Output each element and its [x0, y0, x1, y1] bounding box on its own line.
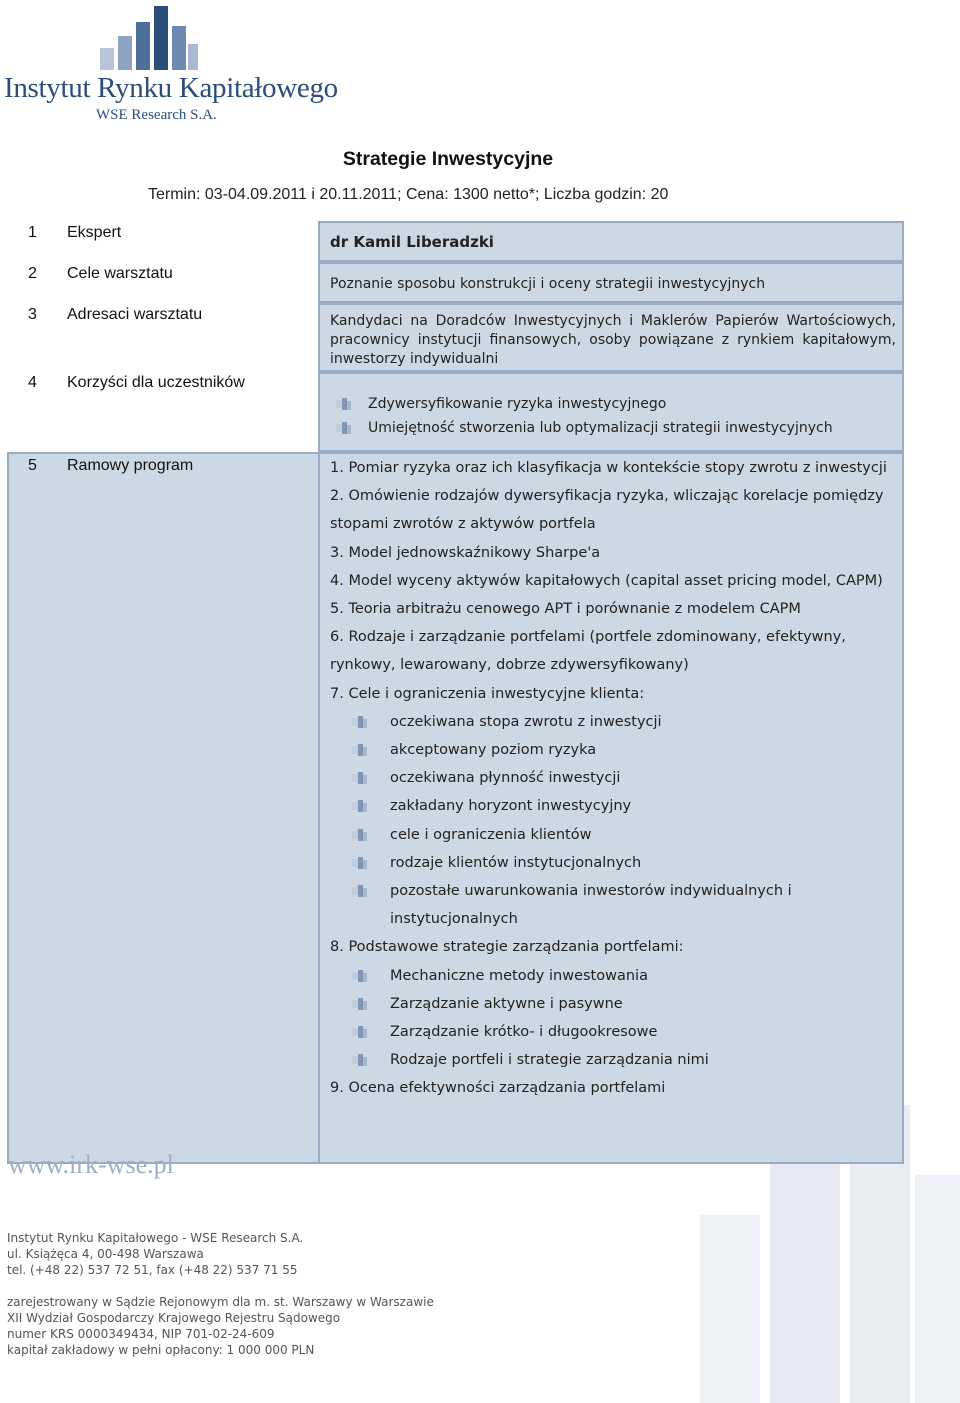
row-label-goals: 2 Cele warsztatu [28, 265, 173, 282]
footer-line: XII Wydział Gospodarczy Krajowego Rejestru Sądowego [7, 1311, 341, 1325]
list-item: oczekiwana stopa zwrotu z inwestycji [330, 708, 900, 736]
program-item-6: 6. Rodzaje i zarządzanie portfelami (portfele zdominowany, efektywny, rynkowy, lewarowany, dobrze zdywersyfikowany) [330, 629, 846, 674]
list-item: akceptowany poziom ryzyka [330, 736, 900, 764]
bullet-icon [352, 771, 368, 785]
list-item: Zdywersyfikowanie ryzyka inwestycyjnego [336, 392, 833, 416]
list-item: Mechaniczne metody inwestowania [330, 962, 900, 990]
footer-line: zarejestrowany w Sądzie Rejonowym dla m. st. Warszawy w Warszawie [7, 1295, 434, 1309]
program-cell [318, 452, 904, 1164]
audience-cell [318, 303, 904, 372]
program-item-7-sublist [330, 708, 900, 934]
program-item-8: 8. Podstawowe strategie zarządzania portfelami: [330, 939, 684, 956]
logo-subtitle: WSE Research S.A. [96, 107, 217, 123]
program-item-2: 2. Omówienie rodzajów dywersyfikacja ryzyka, wliczając korelacje pomiędzy stopami zwrotów z aktywów portfela [330, 488, 884, 533]
goals-cell [318, 262, 904, 303]
bullet-icon [352, 799, 368, 813]
list-item: Rodzaje portfeli i strategie zarządzania nimi [330, 1046, 900, 1074]
building-logo-icon [100, 4, 200, 70]
bullet-icon [352, 856, 368, 870]
list-item: oczekiwana płynność inwestycji [330, 764, 900, 792]
program-list [330, 454, 900, 1103]
program-item-1: 1. Pomiar ryzyka oraz ich klasyfikacja w kontekście stopy zwrotu z inwestycji [330, 460, 887, 476]
bullet-icon [352, 1025, 368, 1039]
benefits-list [336, 392, 833, 440]
footer-line: kapitał zakładowy w pełni opłacony: 1 000 000 PLN [7, 1343, 315, 1357]
expert-cell [318, 221, 904, 262]
program-item-7: 7. Cele i ograniczenia inwestycyjne klienta: [330, 685, 645, 702]
bullet-icon [336, 421, 352, 435]
bullet-icon [352, 969, 368, 983]
row-label-expert: 1 Ekspert [28, 224, 122, 241]
footer-line: Instytut Rynku Kapitałowego - WSE Research S.A. [7, 1231, 304, 1245]
list-item: Umiejętność stworzenia lub optymalizacji strategii inwestycyjnych [336, 416, 833, 440]
page-title: Strategie Inwestycyjne [342, 148, 554, 170]
program-label-cell [7, 452, 318, 1164]
row-label-audience: 3 Adresaci warsztatu [28, 306, 203, 323]
list-item: pozostałe uwarunkowania inwestorów indywidualnych i instytucjonalnych [330, 877, 900, 933]
program-item-5: 5. Teoria arbitrażu cenowego APT i porównanie z modelem CAPM [330, 601, 801, 618]
footer-line: numer KRS 0000349434, NIP 701-02-24-609 [7, 1327, 275, 1341]
logo-name: Instytut Rynku Kapitałowego [4, 72, 338, 104]
footer-line: ul. Książęca 4, 00-498 Warszawa [7, 1247, 204, 1261]
footer-line: tel. (+48 22) 537 72 51, fax (+48 22) 537 71 55 [7, 1263, 298, 1277]
audience-text: Kandydaci na Doradców Inwestycyjnych i Maklerów Papierów Wartościowych, pracownicy instytucji finansowych, osoby powiązane z rynkiem kapitałowym, inwestorzy indywidualni [330, 313, 896, 367]
row-label-benefits: 4 Korzyści dla uczestników [28, 374, 245, 391]
website-watermark: www.irk-wse.pl [8, 1150, 174, 1179]
bullet-icon [352, 828, 368, 842]
bullet-icon [352, 997, 368, 1011]
course-details: Termin: 03-04.09.2011 i 20.11.2011; Cena: 1300 netto*; Liczba godzin: 20 [148, 186, 669, 203]
program-item-4: 4. Model wyceny aktywów kapitałowych (capital asset pricing model, CAPM) [330, 572, 883, 589]
company-logo [0, 0, 338, 130]
row-label-program: 5 Ramowy program [28, 457, 194, 474]
benefits-cell [318, 372, 904, 452]
footer-registration [7, 1294, 434, 1358]
program-item-3: 3. Model jednowskaźnikowy Sharpe'a [330, 544, 601, 561]
goals-text: Poznanie sposobu konstrukcji i oceny strategii inwestycyjnych [330, 276, 766, 292]
bullet-icon [352, 1053, 368, 1067]
footer-address [7, 1230, 303, 1278]
bullet-icon [352, 743, 368, 757]
bullet-icon [336, 397, 352, 411]
bullet-icon [352, 715, 368, 729]
list-item: Zarządzanie krótko- i długookresowe [330, 1018, 900, 1046]
list-item: Zarządzanie aktywne i pasywne [330, 990, 900, 1018]
list-item: rodzaje klientów instytucjonalnych [330, 849, 900, 877]
program-item-8-sublist [330, 962, 900, 1075]
bullet-icon [352, 884, 368, 898]
expert-name: dr Kamil Liberadzki [330, 233, 494, 251]
list-item: zakładany horyzont inwestycyjny [330, 792, 900, 820]
program-item-9: 9. Ocena efektywności zarządzania portfelami [330, 1080, 666, 1097]
list-item: cele i ograniczenia klientów [330, 821, 900, 849]
